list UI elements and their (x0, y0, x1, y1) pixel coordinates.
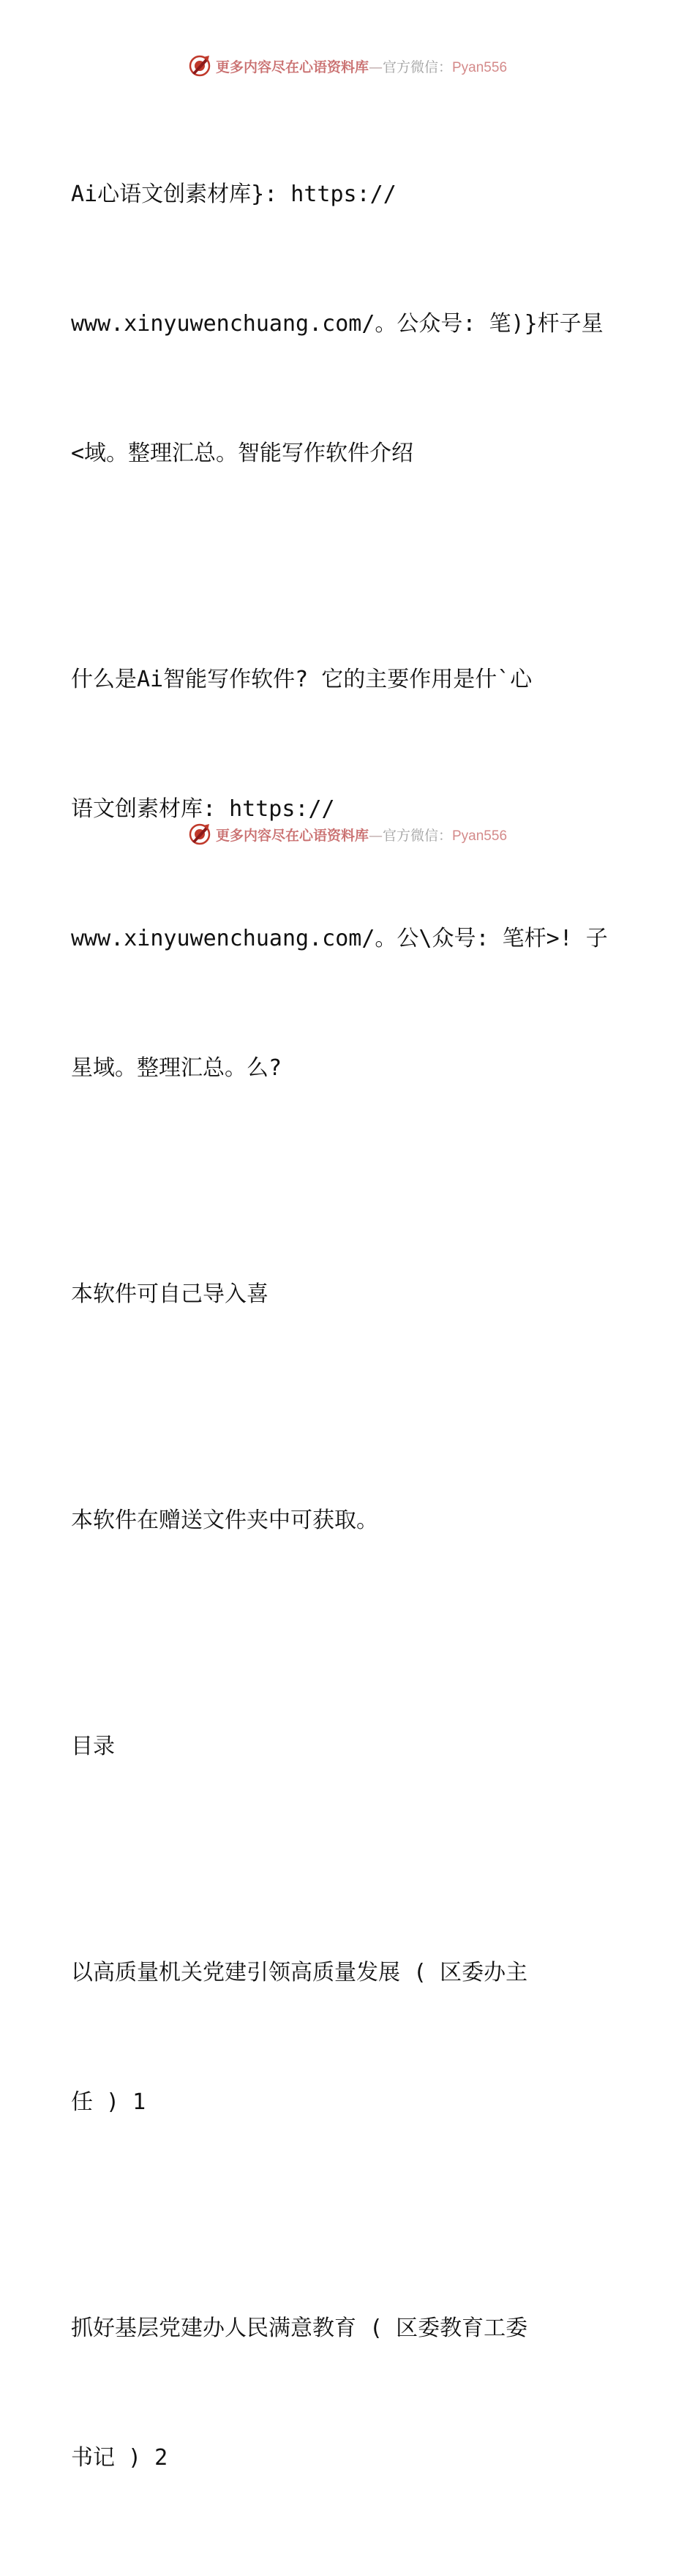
text-line: 本软件可自己导入喜 (71, 1281, 268, 1307)
text-line: <域。整理汇总。智能写作软件介绍 (71, 441, 414, 466)
watermark-handle: Pyan556 (452, 59, 508, 75)
header-watermark (0, 51, 695, 80)
watermark-text (216, 825, 507, 845)
text-line: 星域。整理汇总。么? (71, 1055, 282, 1081)
text-line: 任 ) 1 (71, 2089, 146, 2115)
paragraph-gift-folder (71, 1412, 627, 1628)
watermark-dash: — (368, 827, 383, 844)
watermark-subtitle: 官方微信： (382, 59, 452, 75)
toc-heading (71, 1639, 627, 1854)
watermark-brand: 更多内容尽在心语资料库 (215, 59, 369, 75)
watermark-subtitle: 官方微信： (382, 827, 452, 844)
watermark-brand: 更多内容尽在心语资料库 (215, 827, 369, 844)
text-line: 抓好基层党建办人民满意教育 ( 区委教育工委 (71, 2315, 528, 2341)
quill-logo-icon (188, 823, 211, 846)
quill-logo-icon (188, 54, 211, 78)
text-line: www.xinyuwenchuang.com/。公\众号: 笔杆>! 子 (71, 926, 608, 951)
paragraph-question (71, 572, 627, 1176)
text-line: 以高质量机关党建引领高质量发展 ( 区委办主 (71, 1960, 528, 1985)
paragraph-import (71, 1186, 627, 1402)
toc-entry-2 (71, 2220, 627, 2566)
watermark-dash: — (368, 59, 383, 75)
toc-entry-1 (71, 1865, 627, 2210)
footer-watermark (0, 820, 695, 849)
watermark-text (216, 56, 507, 76)
watermark-handle: Pyan556 (452, 828, 508, 844)
text-line: 目录 (71, 1734, 115, 1759)
text-line: 书记 ) 2 (71, 2445, 168, 2471)
text-line: 语文创素材库: https:// (71, 796, 335, 822)
paragraph-intro (71, 86, 627, 561)
text-line: www.xinyuwenchuang.com/。公众号: 笔)}杆子星 (71, 311, 604, 337)
text-line: Ai心语文创素材库}: https:// (71, 181, 397, 207)
document-body (71, 86, 627, 2576)
text-line: 什么是Ai智能写作软件? 它的主要作用是什`心 (71, 667, 533, 692)
text-line: 本软件在赠送文件夹中可获取。 (71, 1508, 378, 1533)
